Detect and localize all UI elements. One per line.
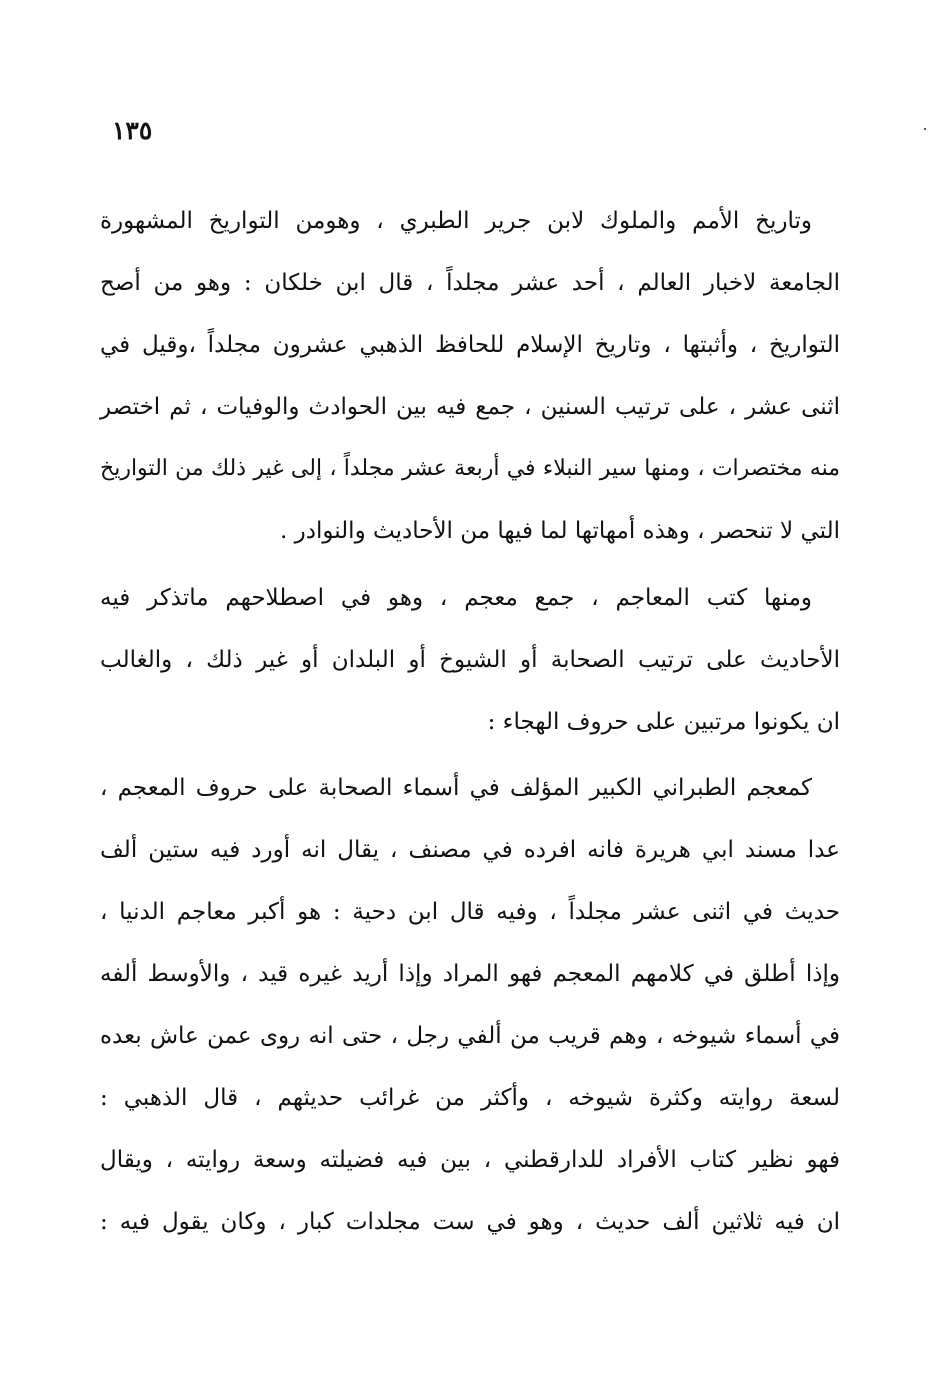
text-line: حديث في اثنى عشر مجلداً ، وفيه قال ابن دحية : هو أكبر معاجم الدنيا ، <box>100 899 840 925</box>
text-line: في أسماء شيوخه ، وهم قريب من ألفي رجل ، حتى انه روى عمن عاش بعده <box>100 1023 840 1049</box>
text-line: التي لا تنحصر ، وهذه أمهاتها لما فيها من الأحاديث والنوادر . <box>279 518 840 544</box>
text-line: عدا مسند ابي هريرة فانه افرده في مصنف ، يقال انه أورد فيه ستين ألف <box>100 837 840 863</box>
text-line: اثنى عشر ، على ترتيب السنين ، جمع فيه بين الحوادث والوفيات ، ثم اختصر <box>100 394 840 420</box>
text-line: وإذا أطلق في كلامهم المعجم فهو المراد وإذا أريد غيره قيد ، والأوسط ألفه <box>100 961 840 987</box>
text-line: ان فيه ثلاثين ألف حديث ، وهو في ست مجلدات كبار ، وكان يقول فيه : <box>100 1209 840 1235</box>
text-line: كمعجم الطبراني الكبير المؤلف في أسماء الصحابة على حروف المعجم ، <box>100 775 812 801</box>
text-line: الأحاديث على ترتيب الصحابة أو الشيوخ أو البلدان أو غير ذلك ، والغالب <box>100 647 840 673</box>
scan-mark <box>924 128 926 130</box>
text-line: الجامعة لاخبار العالم ، أحد عشر مجلداً ، قال ابن خلكان : وهو من أصح <box>100 270 840 296</box>
text-line: منه مختصرات ، ومنها سير النبلاء في أربعة عشر مجلداً ، إلى غير ذلك من التواريخ <box>100 456 840 481</box>
text-line: فهو نظير كتاب الأفراد للدارقطني ، بين فيه فضيلته وسعة روايته ، ويقال <box>100 1147 840 1173</box>
text-line: ان يكونوا مرتبين على حروف الهجاء : <box>487 709 840 735</box>
text-line: ومنها كتب المعاجم ، جمع معجم ، وهو في اصطلاحهم ماتذكر فيه <box>100 585 812 611</box>
paragraph-lexicons <box>100 567 840 753</box>
paragraph-histories <box>100 190 840 562</box>
text-line: وتاريخ الأمم والملوك لابن جرير الطبري ، وهومن التواريخ المشهورة <box>100 208 812 234</box>
text-line: لسعة روايته وكثرة شيوخه ، وأكثر من غرائب حديثهم ، قال الذهبي : <box>100 1085 840 1111</box>
page-number: ١٣٥ <box>112 116 153 145</box>
text-line: التواريخ ، وأثبتها ، وتاريخ الإسلام للحافظ الذهبي عشرون مجلداً ،وقيل في <box>100 332 840 358</box>
paragraph-tabarani <box>100 757 840 1253</box>
